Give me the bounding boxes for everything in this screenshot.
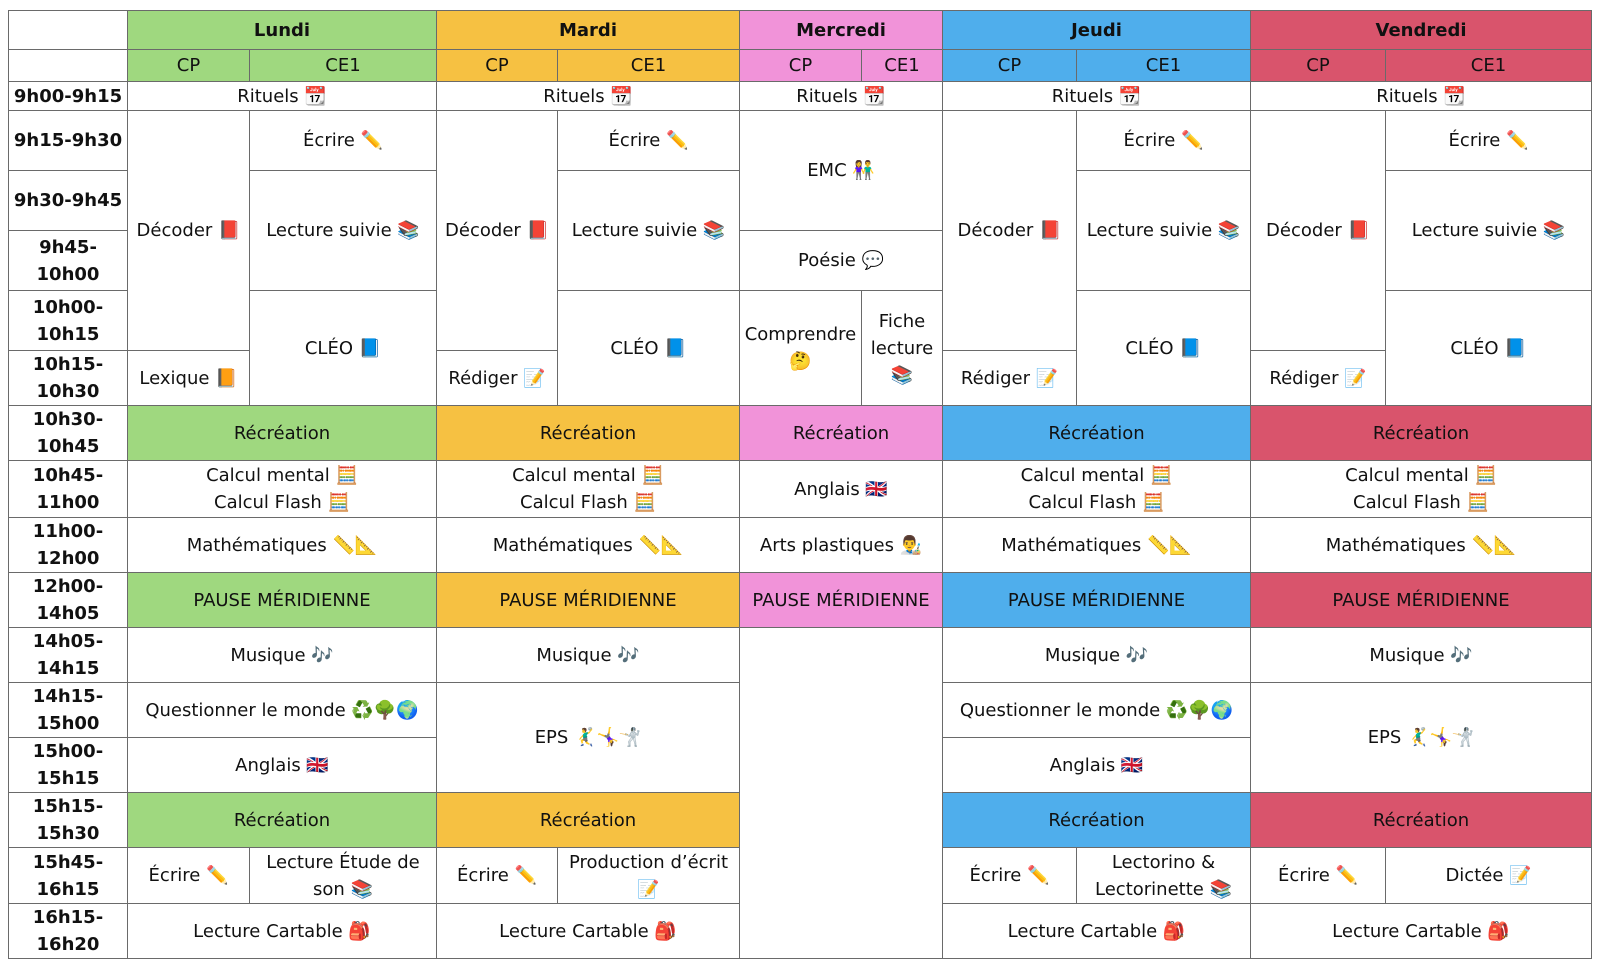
recreation-vendredi: Récréation	[1251, 406, 1592, 461]
lesson-lundi-maths: Mathématiques 📏📐	[128, 518, 437, 573]
time-slot: 15h00-15h15	[9, 738, 128, 793]
recreation-jeudi: Récréation	[943, 406, 1251, 461]
lesson-mardi-ce1-lecture-suivie: Lecture suivie 📚	[558, 171, 740, 291]
lesson-mercredi-arts: Arts plastiques 👨‍🎨	[740, 518, 943, 573]
lesson-mercredi-rituels: Rituels 📆	[740, 82, 943, 111]
calcul-flash-label: Calcul Flash 🧮	[1028, 492, 1165, 513]
pause-mardi: PAUSE MÉRIDIENNE	[437, 573, 740, 628]
lesson-lundi-ce1-lecture-suivie: Lecture suivie 📚	[250, 171, 437, 291]
time-slot: 10h30-10h45	[9, 406, 128, 461]
lesson-vendredi-lecture-cartable: Lecture Cartable 🎒	[1251, 904, 1592, 959]
time-slot: 10h45-11h00	[9, 461, 128, 518]
day-header-vendredi: Vendredi	[1251, 11, 1592, 50]
lesson-jeudi-lecture-cartable: Lecture Cartable 🎒	[943, 904, 1251, 959]
day-header-mardi: Mardi	[437, 11, 740, 50]
lesson-mardi-ce1-cleo: CLÉO 📘	[558, 291, 740, 406]
lesson-vendredi-eps: EPS 🤾‍♂️🤸‍♀️🤺	[1251, 683, 1592, 793]
recreation-pm-jeudi: Récréation	[943, 793, 1251, 848]
pause-mercredi: PAUSE MÉRIDIENNE	[740, 573, 943, 628]
pause-vendredi: PAUSE MÉRIDIENNE	[1251, 573, 1592, 628]
time-slot: 10h15-10h30	[9, 351, 128, 406]
lesson-lundi-ce1-etude-de-son: Lecture Étude de son 📚	[250, 848, 437, 904]
lesson-mardi-ce1-production-ecrit: Production d’écrit 📝	[558, 848, 740, 904]
lesson-mercredi-ce1-fiche-lecture: Fiche lecture 📚	[862, 291, 943, 406]
lesson-lundi-cp-decoder: Décoder 📕	[128, 111, 250, 351]
corner-cell-level	[9, 50, 128, 82]
lesson-lundi-musique: Musique 🎶	[128, 628, 437, 683]
pause-jeudi: PAUSE MÉRIDIENNE	[943, 573, 1251, 628]
lesson-mardi-rituels: Rituels 📆	[437, 82, 740, 111]
level-ce1-lundi: CE1	[250, 50, 437, 82]
lesson-vendredi-maths: Mathématiques 📏📐	[1251, 518, 1592, 573]
lesson-jeudi-anglais: Anglais 🇬🇧	[943, 738, 1251, 793]
day-header-lundi: Lundi	[128, 11, 437, 50]
calcul-mental-label: Calcul mental 🧮	[1020, 465, 1173, 486]
lesson-mercredi-emc: EMC 👫	[740, 111, 943, 231]
time-slot: 11h00-12h00	[9, 518, 128, 573]
lesson-jeudi-ce1-lectorino: Lectorino & Lectorinette 📚	[1077, 848, 1251, 904]
recreation-lundi: Récréation	[128, 406, 437, 461]
lesson-lundi-ce1-ecrire: Écrire ✏️	[250, 111, 437, 171]
lesson-mardi-eps: EPS 🤾‍♂️🤸‍♀️🤺	[437, 683, 740, 793]
level-cp-lundi: CP	[128, 50, 250, 82]
calcul-mental-label: Calcul mental 🧮	[1345, 465, 1497, 486]
lesson-mercredi-anglais: Anglais 🇬🇧	[740, 461, 943, 518]
lesson-jeudi-cp-decoder: Décoder 📕	[943, 111, 1077, 351]
lesson-mardi-ce1-ecrire: Écrire ✏️	[558, 111, 740, 171]
lesson-vendredi-ce1-ecrire: Écrire ✏️	[1386, 111, 1592, 171]
recreation-pm-lundi: Récréation	[128, 793, 437, 848]
lesson-jeudi-rituels: Rituels 📆	[943, 82, 1251, 111]
lesson-lundi-rituels: Rituels 📆	[128, 82, 437, 111]
calcul-mental-label: Calcul mental 🧮	[512, 465, 664, 486]
lesson-lundi-cp-lexique: Lexique 📙	[128, 351, 250, 406]
lesson-mardi-cp-ecrire: Écrire ✏️	[437, 848, 558, 904]
lesson-jeudi-ce1-lecture-suivie: Lecture suivie 📚	[1077, 171, 1251, 291]
time-slot: 15h15-15h30	[9, 793, 128, 848]
time-slot: 9h15-9h30	[9, 111, 128, 171]
day-header-mercredi: Mercredi	[740, 11, 943, 50]
lesson-jeudi-cp-rediger: Rédiger 📝	[943, 351, 1077, 406]
level-ce1-vendredi: CE1	[1386, 50, 1592, 82]
lesson-jeudi-musique: Musique 🎶	[943, 628, 1251, 683]
mercredi-afternoon-empty	[740, 628, 943, 959]
time-slot: 9h00-9h15	[9, 82, 128, 111]
time-slot: 16h15-16h20	[9, 904, 128, 959]
calcul-flash-label: Calcul Flash 🧮	[1353, 492, 1489, 513]
lesson-vendredi-cp-rediger: Rédiger 📝	[1251, 351, 1386, 406]
recreation-pm-vendredi: Récréation	[1251, 793, 1592, 848]
time-slot: 9h45-10h00	[9, 231, 128, 291]
lesson-vendredi-ce1-lecture-suivie: Lecture suivie 📚	[1386, 171, 1592, 291]
lesson-mardi-cp-decoder: Décoder 📕	[437, 111, 558, 351]
lesson-jeudi-questionner: Questionner le monde ♻️🌳🌍	[943, 683, 1251, 738]
time-slot: 15h45-16h15	[9, 848, 128, 904]
lesson-jeudi-maths: Mathématiques 📏📐	[943, 518, 1251, 573]
lesson-vendredi-calcul	[1251, 461, 1592, 518]
day-header-jeudi: Jeudi	[943, 11, 1251, 50]
lesson-lundi-questionner: Questionner le monde ♻️🌳🌍	[128, 683, 437, 738]
level-ce1-jeudi: CE1	[1077, 50, 1251, 82]
recreation-pm-mardi: Récréation	[437, 793, 740, 848]
level-cp-jeudi: CP	[943, 50, 1077, 82]
lesson-jeudi-cp-ecrire: Écrire ✏️	[943, 848, 1077, 904]
lesson-vendredi-musique: Musique 🎶	[1251, 628, 1592, 683]
level-cp-mardi: CP	[437, 50, 558, 82]
lesson-vendredi-ce1-cleo: CLÉO 📘	[1386, 291, 1592, 406]
corner-cell	[9, 11, 128, 50]
lesson-jeudi-calcul	[943, 461, 1251, 518]
lesson-mardi-musique: Musique 🎶	[437, 628, 740, 683]
lesson-mercredi-cp-comprendre: Comprendre 🤔	[740, 291, 862, 406]
time-slot: 9h30-9h45	[9, 171, 128, 231]
time-slot: 10h00-10h15	[9, 291, 128, 351]
lesson-lundi-calcul	[128, 461, 437, 518]
lesson-mardi-lecture-cartable: Lecture Cartable 🎒	[437, 904, 740, 959]
level-cp-vendredi: CP	[1251, 50, 1386, 82]
lesson-vendredi-cp-decoder: Décoder 📕	[1251, 111, 1386, 351]
time-slot: 12h00-14h05	[9, 573, 128, 628]
lesson-mardi-maths: Mathématiques 📏📐	[437, 518, 740, 573]
lesson-vendredi-ce1-dictee: Dictée 📝	[1386, 848, 1592, 904]
recreation-mercredi: Récréation	[740, 406, 943, 461]
time-slot: 14h15-15h00	[9, 683, 128, 738]
lesson-mardi-calcul	[437, 461, 740, 518]
lesson-mardi-cp-rediger: Rédiger 📝	[437, 351, 558, 406]
calcul-flash-label: Calcul Flash 🧮	[214, 492, 350, 513]
calcul-flash-label: Calcul Flash 🧮	[520, 492, 656, 513]
lesson-lundi-ce1-cleo: CLÉO 📘	[250, 291, 437, 406]
level-ce1-mardi: CE1	[558, 50, 740, 82]
calcul-mental-label: Calcul mental 🧮	[206, 465, 358, 486]
pause-lundi: PAUSE MÉRIDIENNE	[128, 573, 437, 628]
lesson-vendredi-cp-ecrire: Écrire ✏️	[1251, 848, 1386, 904]
lesson-mercredi-poesie: Poésie 💬	[740, 231, 943, 291]
lesson-lundi-cp-ecrire: Écrire ✏️	[128, 848, 250, 904]
level-ce1-mercredi: CE1	[862, 50, 943, 82]
weekly-timetable	[8, 10, 1592, 959]
lesson-jeudi-ce1-ecrire: Écrire ✏️	[1077, 111, 1251, 171]
lesson-jeudi-ce1-cleo: CLÉO 📘	[1077, 291, 1251, 406]
lesson-vendredi-rituels: Rituels 📆	[1251, 82, 1592, 111]
lesson-lundi-lecture-cartable: Lecture Cartable 🎒	[128, 904, 437, 959]
time-slot: 14h05-14h15	[9, 628, 128, 683]
lesson-lundi-anglais: Anglais 🇬🇧	[128, 738, 437, 793]
level-cp-mercredi: CP	[740, 50, 862, 82]
recreation-mardi: Récréation	[437, 406, 740, 461]
